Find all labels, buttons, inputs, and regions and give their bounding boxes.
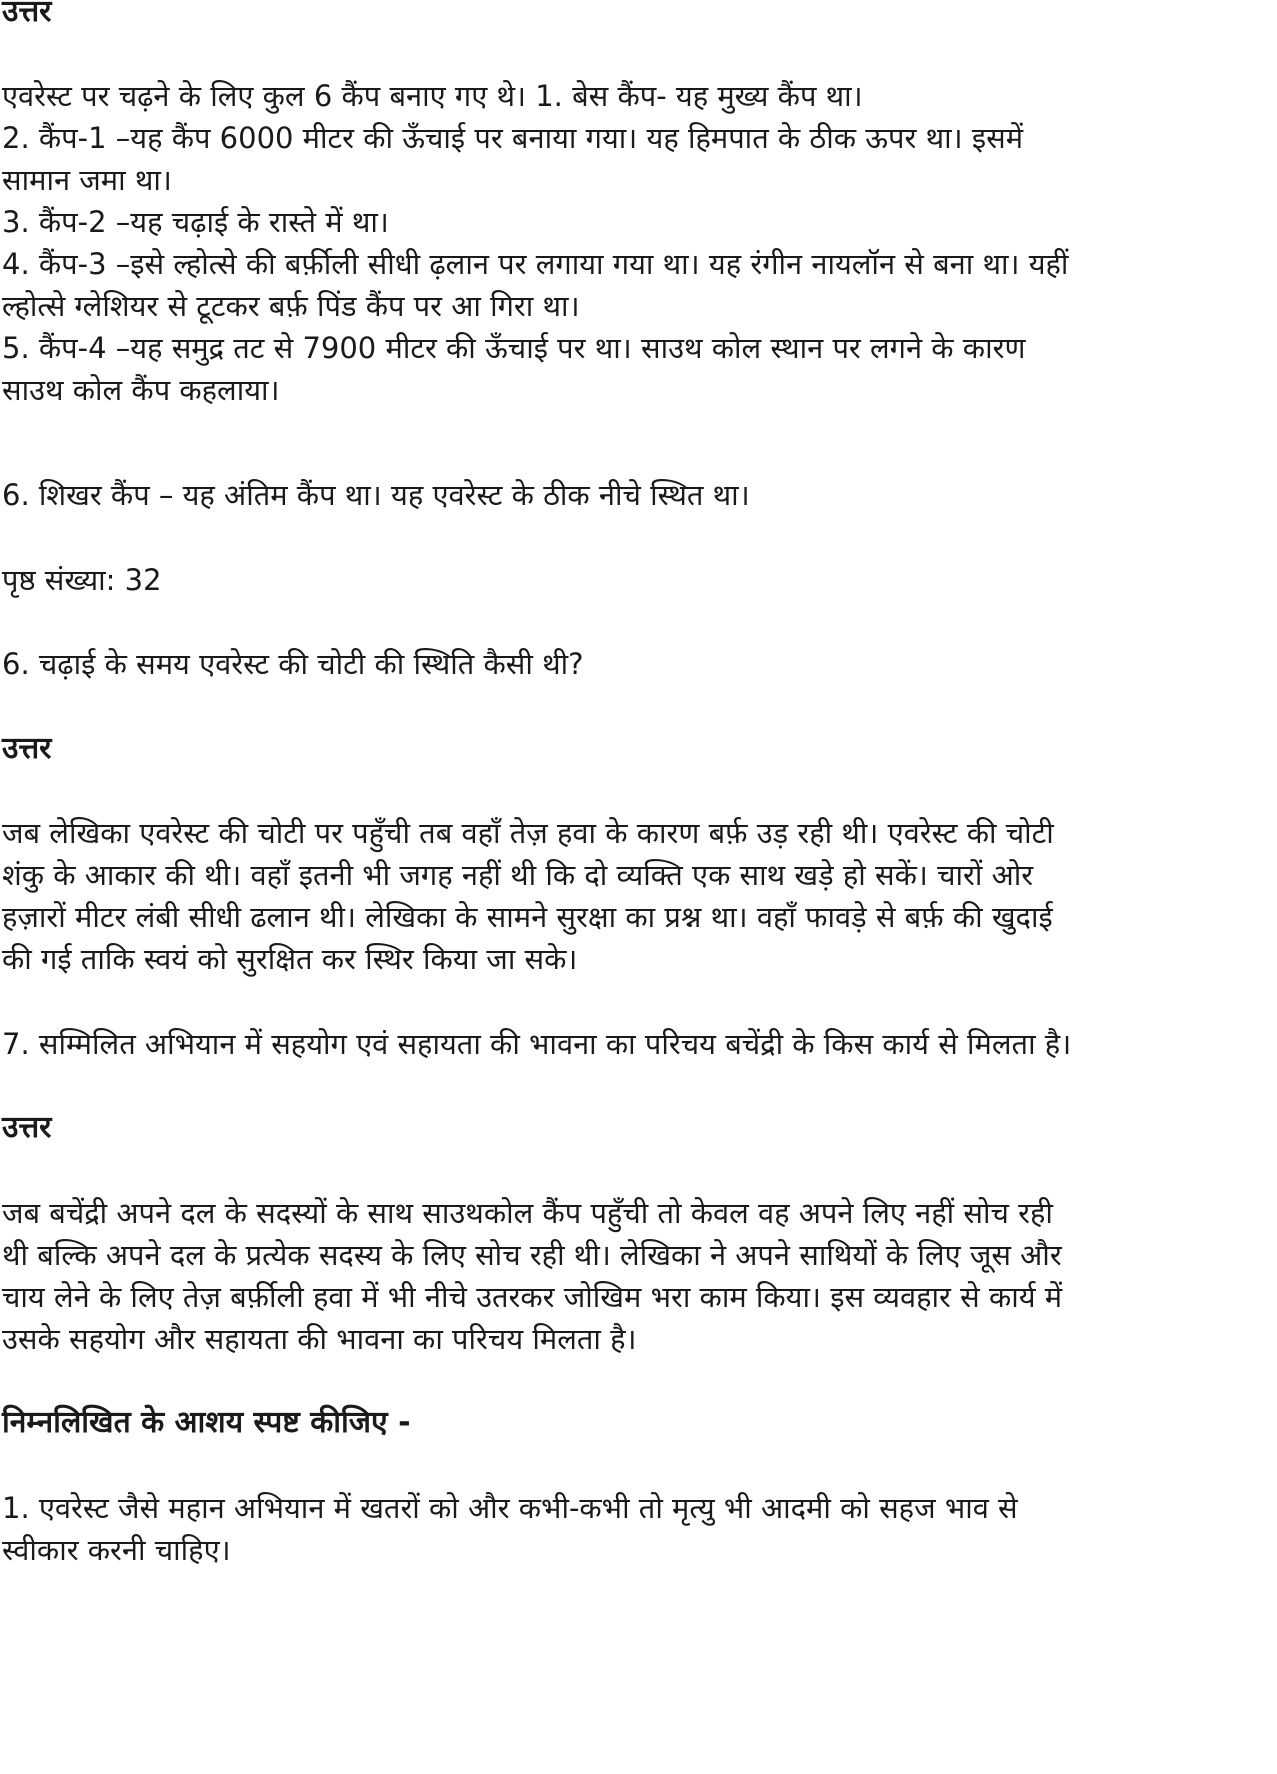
- answer-7-line-2: थी बल्कि अपने दल के प्रत्येक सदस्य के लिए सोच रही थी। लेखिका ने अपने साथियों के लिए जूस और: [2, 1238, 1062, 1272]
- item-1-line-2: स्वीकार करनी चाहिए।: [2, 1533, 231, 1567]
- answer-1-line-1: एवरेस्ट पर चढ़ने के लिए कुल 6 कैंप बनाए गए थे। 1. बेस कैंप- यह मुख्य कैंप था।: [2, 79, 863, 113]
- page-number: पृष्ठ संख्या: 32: [2, 563, 162, 597]
- answer-7-line-1: जब बचेंद्री अपने दल के सदस्यों के साथ साउथकोल कैंप पहुँची तो केवल वह अपने लिए नहीं सोच रही: [2, 1196, 1053, 1230]
- answer-heading-3: उत्तर: [2, 1110, 52, 1145]
- answer-6-line-2: शंकु के आकार की थी। वहाँ इतनी भी जगह नहीं थी कि दो व्यक्ति एक साथ खड़े हो सकें। चारों ओर: [2, 858, 1034, 892]
- camp-6-line: 6. शिखर कैंप – यह अंतिम कैंप था। यह एवरेस्ट के ठीक नीचे स्थित था।: [2, 478, 750, 512]
- question-7: 7. सम्मिलित अभियान में सहयोग एवं सहायता की भावना का परिचय बचेंद्री के किस कार्य से मिलता है।: [2, 1027, 1072, 1061]
- answer-6-line-1: जब लेखिका एवरेस्ट की चोटी पर पहुँची तब वहाँ तेज़ हवा के कारण बर्फ़ उड़ रही थी। एवरेस्ट की चोटी: [2, 816, 1054, 850]
- answer-heading-2: उत्तर: [2, 731, 52, 766]
- answer-1-line-6: ल्होत्से ग्लेशियर से टूटकर बर्फ़ पिंड कैंप पर आ गिरा था।: [2, 289, 580, 323]
- answer-1-line-7: 5. कैंप-4 –यह समुद्र तट से 7900 मीटर की ऊँचाई पर था। साउथ कोल स्थान पर लगने के कारण: [2, 331, 1026, 365]
- answer-1-line-4: 3. कैंप-2 –यह चढ़ाई के रास्ते में था।: [2, 205, 389, 239]
- answer-heading-1: उत्तर: [2, 0, 52, 29]
- answer-1-line-8: साउथ कोल कैंप कहलाया।: [2, 373, 280, 407]
- section-heading: निम्नलिखित के आशय स्पष्ट कीजिए -: [2, 1405, 411, 1440]
- question-6: 6. चढ़ाई के समय एवरेस्ट की चोटी की स्थिति कैसी थी?: [2, 647, 584, 681]
- answer-7-line-4: उसके सहयोग और सहायता की भावना का परिचय मिलता है।: [2, 1322, 637, 1356]
- answer-1-line-2: 2. कैंप-1 –यह कैंप 6000 मीटर की ऊँचाई पर बनाया गया। यह हिमपात के ठीक ऊपर था। इसमें: [2, 121, 1024, 155]
- answer-7-line-3: चाय लेने के लिए तेज़ बर्फ़ीली हवा में भी नीचे उतरकर जोखिम भरा काम किया। इस व्यवहार से कार्य में: [2, 1280, 1063, 1314]
- item-1-line-1: 1. एवरेस्ट जैसे महान अभियान में खतरों को और कभी-कभी तो मृत्यु भी आदमी को सहज भाव से: [2, 1491, 1018, 1525]
- answer-6-line-4: की गई ताकि स्वयं को सुरक्षित कर स्थिर किया जा सके।: [2, 942, 578, 976]
- answer-6-line-3: हज़ारों मीटर लंबी सीधी ढलान थी। लेखिका के सामने सुरक्षा का प्रश्न था। वहाँ फावड़े से बर्फ़ की खुदाई: [2, 900, 1053, 934]
- answer-1-line-3: सामान जमा था।: [2, 163, 172, 197]
- answer-1-line-5: 4. कैंप-3 –इसे ल्होत्से की बर्फ़ीली सीधी ढ़लान पर लगाया गया था। यह रंगीन नायलॉन से बना था। यहीं: [2, 247, 1069, 281]
